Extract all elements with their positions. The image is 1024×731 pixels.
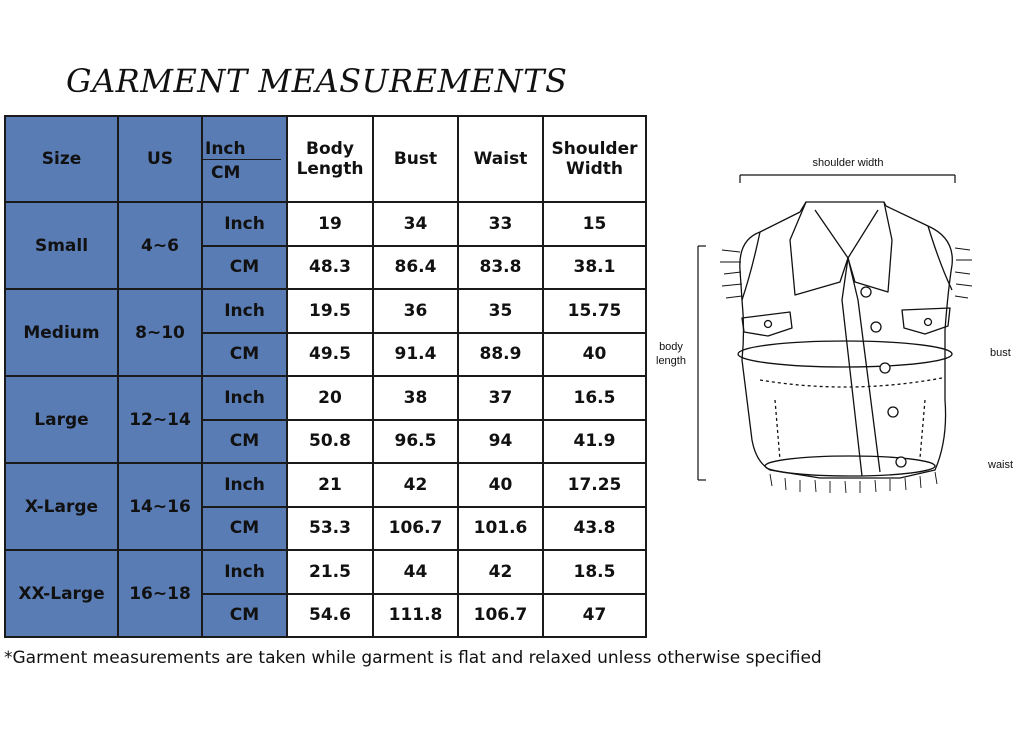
vest-diagram bbox=[650, 150, 1022, 500]
measurement-cell: 42 bbox=[458, 550, 543, 594]
header-unit-inch: Inch bbox=[205, 139, 246, 159]
header-body-length: Body Length bbox=[287, 116, 373, 202]
body-length-bracket bbox=[698, 246, 706, 480]
body-length-label-1: body bbox=[659, 341, 683, 353]
header-unit-divider bbox=[203, 159, 281, 160]
unit-cell: CM bbox=[202, 333, 287, 377]
size-cell: X-Large bbox=[5, 463, 118, 550]
measurement-cell: 16.5 bbox=[543, 376, 646, 420]
page-title: GARMENT MEASUREMENTS bbox=[66, 62, 568, 100]
table-row bbox=[5, 550, 646, 594]
bust-label: bust bbox=[990, 347, 1011, 359]
measurement-cell: 20 bbox=[287, 376, 373, 420]
measurement-cell: 86.4 bbox=[373, 246, 458, 290]
measurement-cell: 44 bbox=[373, 550, 458, 594]
measurement-cell: 19 bbox=[287, 202, 373, 246]
body-length-label-2: length bbox=[656, 355, 686, 367]
header-unit bbox=[202, 116, 287, 202]
measurement-cell: 40 bbox=[543, 333, 646, 377]
measurement-cell: 91.4 bbox=[373, 333, 458, 377]
measurement-cell: 41.9 bbox=[543, 420, 646, 464]
table-header-row bbox=[5, 116, 646, 202]
measurement-cell: 19.5 bbox=[287, 289, 373, 333]
size-cell: XX-Large bbox=[5, 550, 118, 637]
measurement-cell: 18.5 bbox=[543, 550, 646, 594]
unit-cell: Inch bbox=[202, 550, 287, 594]
size-cell: Medium bbox=[5, 289, 118, 376]
measurement-cell: 37 bbox=[458, 376, 543, 420]
unit-cell: Inch bbox=[202, 202, 287, 246]
us-size-cell: 4~6 bbox=[118, 202, 202, 289]
vest-buttons bbox=[765, 287, 932, 467]
measurement-cell: 36 bbox=[373, 289, 458, 333]
header-size: Size bbox=[5, 116, 118, 202]
unit-cell: CM bbox=[202, 420, 287, 464]
vest-illustration bbox=[738, 202, 952, 478]
us-size-cell: 14~16 bbox=[118, 463, 202, 550]
unit-cell: Inch bbox=[202, 463, 287, 507]
table-row bbox=[5, 289, 646, 333]
measurement-cell: 101.6 bbox=[458, 507, 543, 551]
unit-cell: CM bbox=[202, 246, 287, 290]
shoulder-width-bracket bbox=[740, 175, 955, 183]
measurement-cell: 96.5 bbox=[373, 420, 458, 464]
measurement-cell: 38 bbox=[373, 376, 458, 420]
measurement-cell: 54.6 bbox=[287, 594, 373, 638]
measurement-cell: 42 bbox=[373, 463, 458, 507]
header-shoulder-width: Shoulder Width bbox=[543, 116, 646, 202]
measurement-cell: 53.3 bbox=[287, 507, 373, 551]
measurement-cell: 111.8 bbox=[373, 594, 458, 638]
measurement-cell: 15.75 bbox=[543, 289, 646, 333]
unit-cell: CM bbox=[202, 594, 287, 638]
measurement-cell: 49.5 bbox=[287, 333, 373, 377]
unit-cell: CM bbox=[202, 507, 287, 551]
measurement-cell: 40 bbox=[458, 463, 543, 507]
unit-cell: Inch bbox=[202, 376, 287, 420]
header-unit-cm: CM bbox=[211, 163, 241, 183]
measurement-cell: 33 bbox=[458, 202, 543, 246]
us-size-cell: 12~14 bbox=[118, 376, 202, 463]
measurement-cell: 15 bbox=[543, 202, 646, 246]
header-bust: Bust bbox=[373, 116, 458, 202]
table-row bbox=[5, 202, 646, 246]
measurement-cell: 50.8 bbox=[287, 420, 373, 464]
measurement-cell: 43.8 bbox=[543, 507, 646, 551]
measurement-cell: 34 bbox=[373, 202, 458, 246]
measurement-cell: 88.9 bbox=[458, 333, 543, 377]
us-size-cell: 8~10 bbox=[118, 289, 202, 376]
shoulder-width-label: shoulder width bbox=[812, 157, 884, 169]
size-chart-table bbox=[4, 115, 647, 638]
measurement-cell: 106.7 bbox=[373, 507, 458, 551]
measurement-cell: 83.8 bbox=[458, 246, 543, 290]
size-cell: Large bbox=[5, 376, 118, 463]
measurement-cell: 94 bbox=[458, 420, 543, 464]
table-row bbox=[5, 463, 646, 507]
measurement-cell: 47 bbox=[543, 594, 646, 638]
measurement-cell: 106.7 bbox=[458, 594, 543, 638]
waist-label: waist bbox=[988, 459, 1014, 471]
header-us: US bbox=[118, 116, 202, 202]
measurement-cell: 21 bbox=[287, 463, 373, 507]
measurement-cell: 21.5 bbox=[287, 550, 373, 594]
size-cell: Small bbox=[5, 202, 118, 289]
measurement-cell: 38.1 bbox=[543, 246, 646, 290]
table-row bbox=[5, 376, 646, 420]
footnote: *Garment measurements are taken while garment is flat and relaxed unless otherwise specified bbox=[4, 648, 822, 668]
us-size-cell: 16~18 bbox=[118, 550, 202, 637]
measurement-cell: 17.25 bbox=[543, 463, 646, 507]
header-waist: Waist bbox=[458, 116, 543, 202]
unit-cell: Inch bbox=[202, 289, 287, 333]
measurement-cell: 35 bbox=[458, 289, 543, 333]
measurement-cell: 48.3 bbox=[287, 246, 373, 290]
